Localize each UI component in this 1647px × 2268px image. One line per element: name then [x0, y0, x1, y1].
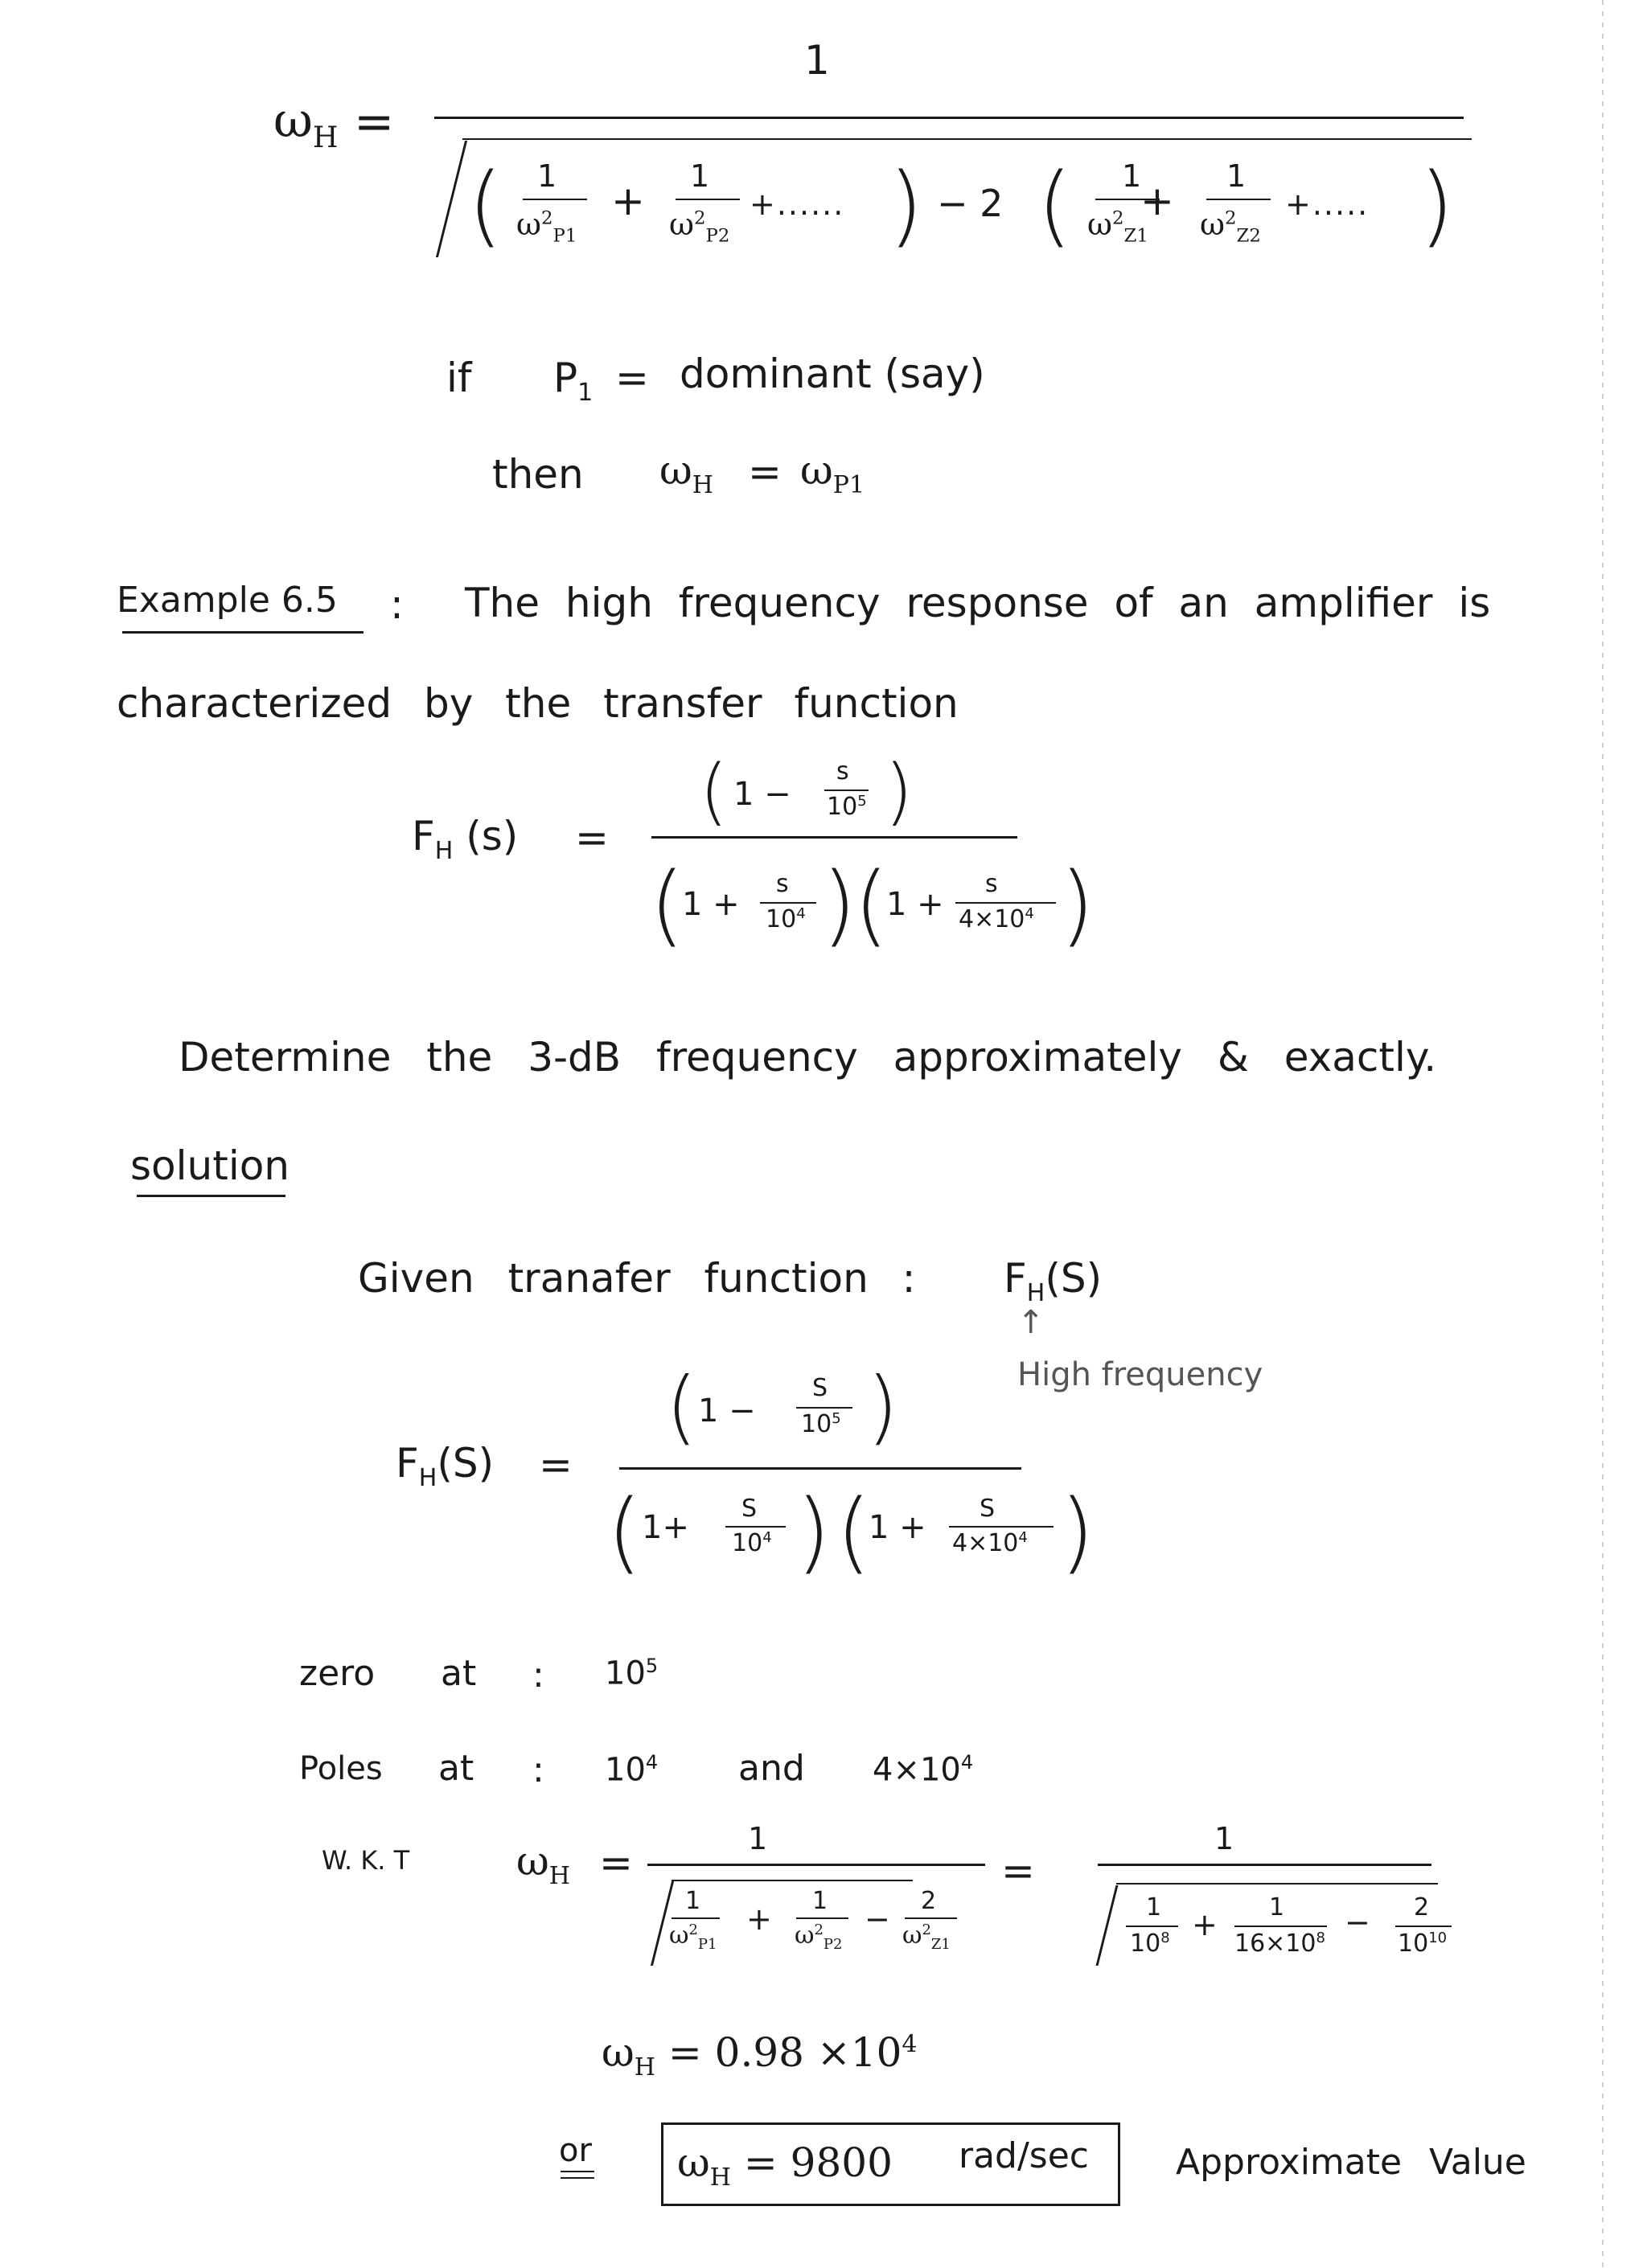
pole1-value: $10^4$ [605, 1751, 659, 1789]
dominant-text: dominant (say) [680, 351, 985, 397]
ten-5: $10^5$ [827, 793, 867, 821]
one-minus: 1 − [733, 776, 791, 813]
equals-sign: = [354, 94, 395, 150]
left-paren: ( [700, 749, 729, 834]
frac-bar [523, 199, 587, 200]
zero-value: $10^5$ [605, 1655, 659, 1692]
and-word: and [738, 1748, 805, 1789]
plus: + [1192, 1907, 1218, 1942]
result-approx: $\omega_H = 0.98 \times 10^4$ [602, 2029, 918, 2081]
wh-symbol: $\omega_H$ [659, 447, 713, 499]
or-underline [561, 2171, 594, 2172]
wkt-label: W. K. T [322, 1845, 410, 1876]
two: 2 [921, 1887, 937, 1915]
at-word: at [438, 1748, 474, 1789]
fh-lhs: $F_H(S)$ [396, 1440, 495, 1492]
right-paren: ) [867, 1360, 899, 1454]
left-paren: ( [836, 1480, 871, 1583]
four-ten-4: $4\times 10^4$ [959, 905, 1034, 933]
minus-two: − 2 [937, 182, 1004, 225]
example-label: Example 6.5 [117, 580, 338, 621]
term-wz2: $\omega^2_{Z2}$ [1200, 207, 1261, 247]
one: 1 [812, 1887, 828, 1915]
sqrt-overline [462, 138, 1472, 140]
frac-bar [905, 1917, 957, 1919]
units: rad/sec [959, 2135, 1089, 2176]
frac-bar [796, 1407, 852, 1409]
equals-sign: = [539, 1442, 573, 1488]
wh-lhs: $\omega_H$ [516, 1838, 570, 1890]
example-text-line1: The high frequency response of an amplifier is [465, 580, 1491, 626]
one-plus: 1 + [869, 1509, 926, 1546]
one: 1 [690, 158, 710, 194]
s-var: S [741, 1495, 758, 1523]
if-word: if [446, 355, 472, 401]
numerator-one: 1 [804, 37, 830, 84]
left-paren: ( [854, 853, 889, 956]
s-var: s [836, 757, 849, 785]
frac-bar [672, 1917, 720, 1919]
term-wz1: $\omega^2_{Z1}$ [902, 1921, 951, 1953]
solution-heading: solution [130, 1142, 290, 1189]
fraction-bar [434, 117, 1464, 119]
up-arrow-icon: ↑ [1017, 1304, 1045, 1341]
pole2-value: $4\times 10^4$ [873, 1751, 974, 1789]
one-plus: 1 + [886, 886, 944, 923]
series-dots: +...... [750, 187, 845, 222]
frac-bar [955, 902, 1056, 904]
frac-bar [1126, 1926, 1178, 1927]
one: 1 [685, 1887, 701, 1915]
poles-label: Poles [299, 1750, 383, 1787]
one: 1 [1269, 1893, 1285, 1921]
then-word: then [492, 451, 584, 498]
left-paren: ( [1037, 154, 1072, 256]
one: 1 [1146, 1893, 1162, 1921]
equals-sign: = [599, 1839, 633, 1886]
frac-bar [760, 902, 816, 904]
s-var: S [980, 1495, 996, 1523]
term-wz1: $\omega^2_{Z1}$ [1087, 207, 1148, 247]
or-word: or [559, 2132, 592, 2169]
ten-5: $10^5$ [801, 1410, 841, 1438]
numerator-one: 1 [1214, 1821, 1234, 1856]
frac-bar [949, 1526, 1054, 1528]
example-underline [122, 631, 363, 634]
plus: + [1140, 178, 1174, 224]
fraction-bar [619, 1467, 1021, 1470]
fraction-bar [647, 1864, 985, 1866]
frac-bar [1395, 1926, 1452, 1927]
term-wp2: $\omega^2_{P2}$ [795, 1921, 843, 1953]
right-paren: ) [1060, 1480, 1095, 1583]
sqrt-sign [436, 141, 467, 257]
term-wp2: $\omega^2_{P2}$ [669, 207, 730, 247]
right-paren: ) [885, 749, 914, 834]
solution-underline [137, 1195, 285, 1197]
at-word: at [441, 1653, 477, 1694]
frac-bar [725, 1526, 786, 1528]
boxed-answer: $\omega_H = 9800$ [677, 2139, 893, 2192]
ten-4: $10^4$ [766, 905, 806, 933]
frac-bar [824, 789, 869, 791]
term-wp1: $\omega^2_{P1}$ [669, 1921, 717, 1953]
one: 1 [1226, 158, 1247, 194]
sqrt-overline [672, 1880, 913, 1881]
numerator-one: 1 [748, 1821, 768, 1856]
sqrt-sign [1096, 1885, 1119, 1966]
equals-sign: = [748, 449, 782, 495]
equals-sign: = [615, 355, 649, 401]
right-paren: ) [822, 853, 856, 956]
example-question: Determine the 3-dB frequency approximately & exactly. [179, 1034, 1437, 1081]
page-margin-rule [1602, 0, 1604, 2268]
high-frequency-note: High frequency [1017, 1356, 1263, 1393]
equals-sign: = [1001, 1848, 1035, 1894]
right-paren: ) [889, 154, 923, 256]
minus: − [1345, 1905, 1370, 1940]
frac-bar [1234, 1926, 1327, 1927]
left-paren: ( [607, 1480, 642, 1583]
four-ten-4: $4\times 10^4$ [952, 1529, 1028, 1557]
term-wp1: $\omega^2_{P1}$ [516, 207, 577, 247]
frac-bar [796, 1917, 848, 1919]
zero-label: zero [299, 1653, 376, 1694]
one-minus: 1 − [698, 1392, 756, 1429]
given-text: Given tranafer function : [358, 1255, 916, 1302]
right-paren: ) [796, 1480, 831, 1583]
s-var: S [812, 1374, 828, 1402]
two: 2 [1414, 1893, 1430, 1921]
ten-8: $10^8$ [1130, 1930, 1170, 1958]
right-paren: ) [1060, 853, 1095, 956]
plus: + [611, 178, 645, 224]
fraction-bar [1098, 1864, 1431, 1866]
colon: : [532, 1749, 544, 1790]
fraction-bar [651, 836, 1017, 839]
left-paren: ( [468, 154, 503, 256]
given-fh: $F_H(S)$ [1004, 1255, 1103, 1307]
series-dots: +..... [1285, 187, 1370, 222]
left-paren: ( [650, 853, 684, 956]
wh-lhs: $\omega_H$ [273, 92, 339, 154]
one: 1 [537, 158, 557, 194]
or-underline [561, 2177, 594, 2179]
sqrt-overline [1116, 1883, 1438, 1885]
approximate-value-label: Approximate Value [1176, 2142, 1526, 2183]
plus: + [746, 1901, 772, 1937]
example-text-line2: characterized by the transfer function [117, 680, 959, 727]
s-var: s [776, 870, 789, 898]
p1-symbol: $P_1$ [553, 355, 593, 407]
fh-lhs: $F_H$ (s) [412, 813, 519, 865]
frac-bar [1206, 199, 1271, 200]
one-plus: 1+ [642, 1509, 689, 1546]
right-paren: ) [1419, 154, 1454, 256]
wp1-symbol: $\omega_{P1}$ [800, 447, 865, 499]
equals-sign: = [575, 814, 609, 861]
ten-10: $10^{10}$ [1398, 1930, 1448, 1958]
one: 1 [1122, 158, 1142, 194]
frac-bar [676, 199, 740, 200]
colon: : [390, 581, 404, 628]
sixteen-ten-8: $16\times 10^8$ [1234, 1930, 1325, 1958]
minus: − [865, 1901, 890, 1937]
one-plus: 1 + [682, 886, 740, 923]
ten-4: $10^4$ [732, 1529, 772, 1557]
s-var: s [985, 870, 998, 898]
colon: : [532, 1655, 544, 1696]
left-paren: ( [666, 1360, 698, 1454]
